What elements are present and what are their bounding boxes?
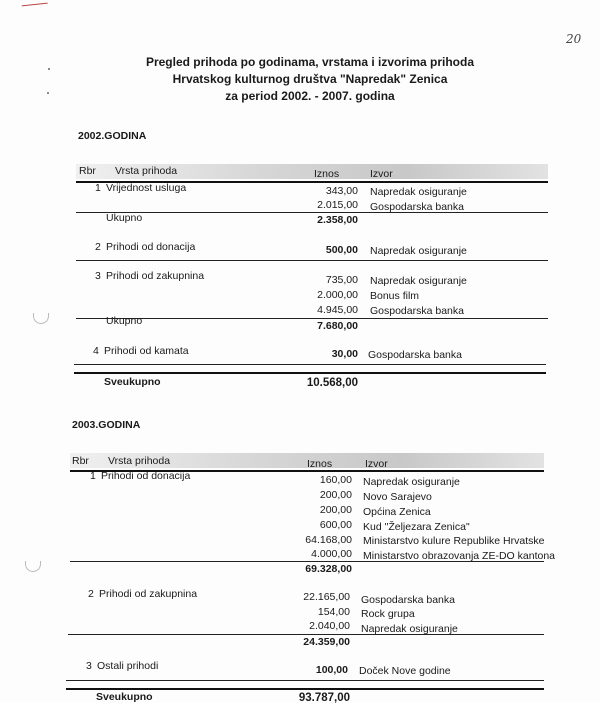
source-cell: Gospodarska banka [368,349,462,361]
income-type: Vrijednost usluga [106,182,187,194]
source-cell: Novo Sarajevo [363,491,432,503]
amount-cell: 100,00 [315,664,348,676]
subtotal-label: Ukupno [106,212,143,224]
amount-cell: 735,00 [325,274,358,286]
row-number: 2 [88,588,94,600]
amount-cell: 500,00 [325,244,358,256]
document-title-line3: za period 2002. - 2007. godina [225,89,395,103]
income-type: Prihodi od donacija [101,470,191,482]
source-cell: Napredak osiguranje [361,623,458,635]
row-number: 1 [95,182,101,194]
amount-cell: 200,00 [319,504,352,516]
year-heading: 2003.GODINA [72,419,141,431]
column-header-vrsta: Vrsta prihoda [108,455,171,467]
source-cell: Rock grupa [361,608,415,620]
group-rule [74,364,546,365]
page-number-mark: 20 [566,32,582,46]
document-title-line2: Hrvatskog kulturnog društva "Napredak" Zenica [172,72,448,86]
column-header-izvor: Izvor [370,168,393,180]
income-type: Prihodi od zakupnina [106,270,205,282]
row-number: 4 [93,345,99,357]
punch-hole [33,313,49,324]
scan-speck [47,92,49,94]
punch-hole [25,561,41,572]
document-title-line1: Pregled prihoda po godinama, vrstama i izvorima prihoda [145,55,475,69]
amount-cell: 200,00 [319,489,352,501]
amount-cell: 154,00 [317,606,350,618]
row-number: 1 [90,470,96,482]
row-number: 2 [95,241,101,253]
income-type: Ostali prihodi [97,660,159,672]
grand-total-value: 10.568,00 [306,377,358,389]
grand-total-label: Sveukupno [96,691,153,703]
source-cell: Ministarstvo kulure Republike Hrvatske [363,535,545,547]
row-number: 3 [95,270,101,282]
grand-total-label: Sveukupno [104,376,161,388]
subtotal-rule [68,634,544,635]
source-cell: Ministarstvo obrazovanja ZE-DO kantona [363,550,555,562]
subtotal-value: 7.680,00 [317,320,358,332]
amount-cell: 64.168,00 [305,534,352,546]
column-header-iznos: Iznos [314,168,340,180]
source-cell: Napredak osiguranje [370,275,467,287]
source-cell: Gospodarska banka [370,201,464,213]
total-rule [74,372,546,374]
column-header-rbr: Rbr [79,165,96,177]
amount-cell: 4.945,00 [317,304,358,316]
grand-total-value: 93.787,00 [298,692,350,704]
amount-cell: 2.040,00 [309,620,350,632]
row-number: 3 [86,660,92,672]
amount-cell: 30,00 [331,348,358,360]
source-cell: Bonus film [370,290,420,302]
amount-cell: 160,00 [319,474,352,486]
subtotal-value: 69.328,00 [305,563,352,575]
scan-speck [48,68,50,70]
subtotal-rule [76,212,548,213]
income-type: Prihodi od zakupnina [99,588,198,600]
column-header-iznos: Iznos [307,458,333,470]
amount-cell: 22.165,00 [303,591,350,603]
source-cell: Napredak osiguranje [370,245,467,257]
subtotal-rule [76,318,548,319]
income-type: Prihodi od kamata [104,345,189,357]
amount-cell: 2.015,00 [317,199,358,211]
amount-cell: 600,00 [319,519,352,531]
column-header-izvor: Izvor [365,458,388,470]
subtotal-value: 2.358,00 [317,214,358,226]
year-heading: 2002.GODINA [78,130,147,142]
income-type: Prihodi od donacija [106,241,196,253]
source-cell: Gospodarska banka [361,594,455,606]
source-cell: Napredak osiguranje [370,186,467,198]
source-cell: Općina Zenica [363,506,431,518]
column-header-vrsta: Vrsta prihoda [115,165,178,177]
group-rule [66,680,544,681]
source-cell: Doček Nove godine [359,665,451,677]
source-cell: Napredak osiguranje [363,476,460,488]
total-rule [66,688,544,690]
subtotal-label: Ukupno [106,315,143,327]
pen-scribble [22,3,49,13]
amount-cell: 2.000,00 [317,289,358,301]
group-rule [76,260,548,261]
source-cell: Kud "Željezara Zenica" [363,521,470,533]
source-cell: Gospodarska banka [370,305,464,317]
subtotal-rule [70,561,544,562]
amount-cell: 4.000,00 [311,548,352,560]
amount-cell: 343,00 [325,185,358,197]
column-header-rbr: Rbr [72,455,89,467]
subtotal-value: 24.359,00 [303,636,350,648]
